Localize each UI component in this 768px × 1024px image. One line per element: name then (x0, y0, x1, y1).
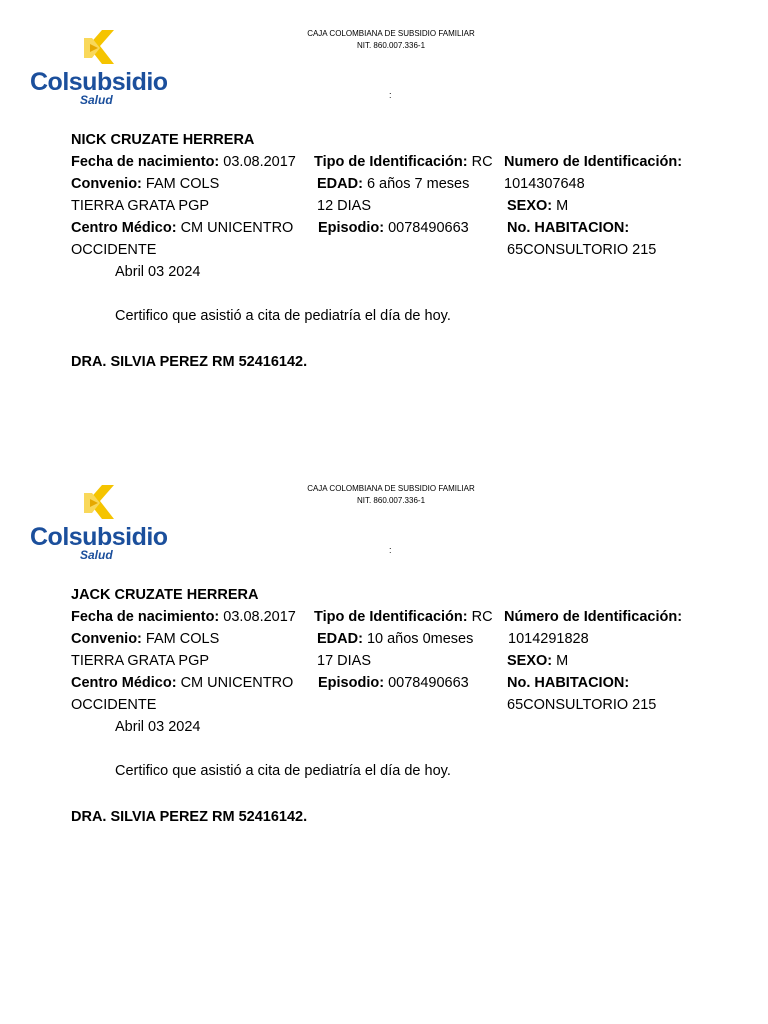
sexo-label: SEXO: (507, 198, 553, 214)
logo-k-mark-icon (80, 485, 120, 521)
episodio-row (318, 219, 469, 237)
birth-value: 03.08.2017 (223, 154, 296, 170)
logo-wordmark: Colsubsidio (30, 523, 168, 551)
id-number-value: 1014307648 (504, 176, 585, 192)
certificate-date: Abril 03 2024 (115, 264, 201, 280)
logo-subtitle: Salud (80, 93, 113, 107)
centro-value: CM UNICENTRO (180, 675, 294, 691)
habitacion-label: No. HABITACION: (507, 220, 630, 236)
id-type-row (314, 153, 493, 171)
centro-row (71, 219, 293, 237)
logo-wordmark: Colsubsidio (30, 68, 168, 96)
centro-label: Centro Médico: (71, 220, 177, 236)
birth-label: Fecha de nacimiento: (71, 154, 220, 170)
edad-value-cont: 12 DIAS (317, 198, 371, 214)
sexo-label: SEXO: (507, 653, 553, 669)
birth-row (71, 153, 296, 171)
certificate-date: Abril 03 2024 (115, 719, 201, 735)
sexo-value: M (556, 198, 569, 214)
separator-colon: : (389, 545, 392, 555)
convenio-label: Convenio: (71, 176, 142, 192)
birth-label: Fecha de nacimiento: (71, 609, 220, 625)
sexo-row (507, 652, 568, 670)
habitacion-value: 65CONSULTORIO 215 (507, 697, 657, 713)
institution-nit: NIT. 860.007.336-1 (356, 496, 426, 505)
institution-name: CAJA COLOMBIANA DE SUBSIDIO FAMILIAR (307, 484, 475, 493)
id-type-row (314, 608, 493, 626)
centro-label: Centro Médico: (71, 675, 177, 691)
edad-row (317, 175, 469, 193)
logo-k-mark-icon (80, 30, 120, 66)
id-number-label: Numero de Identificación: (504, 154, 683, 170)
centro-row (71, 674, 293, 692)
patient-name: NICK CRUZATE HERRERA (71, 132, 255, 148)
id-number-label: Número de Identificación: (504, 609, 683, 625)
logo-subtitle: Salud (80, 548, 113, 562)
patient-name: JACK CRUZATE HERRERA (71, 587, 259, 603)
certificate (0, 455, 768, 855)
episodio-value: 0078490663 (388, 675, 469, 691)
convenio-value-cont: TIERRA GRATA PGP (71, 653, 210, 669)
centro-value: CM UNICENTRO (180, 220, 294, 236)
convenio-value: FAM COLS (145, 176, 220, 192)
centro-value-cont: OCCIDENTE (71, 242, 157, 258)
convenio-value-cont: TIERRA GRATA PGP (71, 198, 210, 214)
doctor-signature: DRA. SILVIA PEREZ RM 52416142. (71, 354, 308, 370)
certificate (0, 0, 768, 400)
id-type-label: Tipo de Identificación: (314, 154, 468, 170)
id-type-value: RC (471, 154, 493, 170)
convenio-row (71, 630, 219, 648)
sexo-row (507, 197, 568, 215)
id-number-value: 1014291828 (508, 631, 589, 647)
edad-value-cont: 17 DIAS (317, 653, 371, 669)
episodio-value: 0078490663 (388, 220, 469, 236)
birth-value: 03.08.2017 (223, 609, 296, 625)
convenio-row (71, 175, 219, 193)
episodio-label: Episodio: (318, 220, 385, 236)
edad-value: 6 años 7 meses (366, 176, 470, 192)
doctor-signature: DRA. SILVIA PEREZ RM 52416142. (71, 809, 308, 825)
convenio-label: Convenio: (71, 631, 142, 647)
edad-value: 10 años 0meses (366, 631, 474, 647)
institution-nit: NIT. 860.007.336-1 (356, 41, 426, 50)
birth-row (71, 608, 296, 626)
episodio-label: Episodio: (318, 675, 385, 691)
centro-value-cont: OCCIDENTE (71, 697, 157, 713)
episodio-row (318, 674, 469, 692)
habitacion-label: No. HABITACION: (507, 675, 630, 691)
id-type-label: Tipo de Identificación: (314, 609, 468, 625)
edad-label: EDAD: (317, 631, 363, 647)
sexo-value: M (556, 653, 569, 669)
edad-row (317, 630, 473, 648)
separator-colon: : (389, 90, 392, 100)
colsubsidio-logo (30, 485, 175, 565)
convenio-value: FAM COLS (145, 631, 220, 647)
id-type-value: RC (471, 609, 493, 625)
colsubsidio-logo (30, 30, 175, 110)
institution-name: CAJA COLOMBIANA DE SUBSIDIO FAMILIAR (307, 29, 475, 38)
certificate-statement: Certifico que asistió a cita de pediatría el día de hoy. (115, 308, 451, 324)
habitacion-value: 65CONSULTORIO 215 (507, 242, 657, 258)
certificate-statement: Certifico que asistió a cita de pediatría el día de hoy. (115, 763, 451, 779)
edad-label: EDAD: (317, 176, 363, 192)
